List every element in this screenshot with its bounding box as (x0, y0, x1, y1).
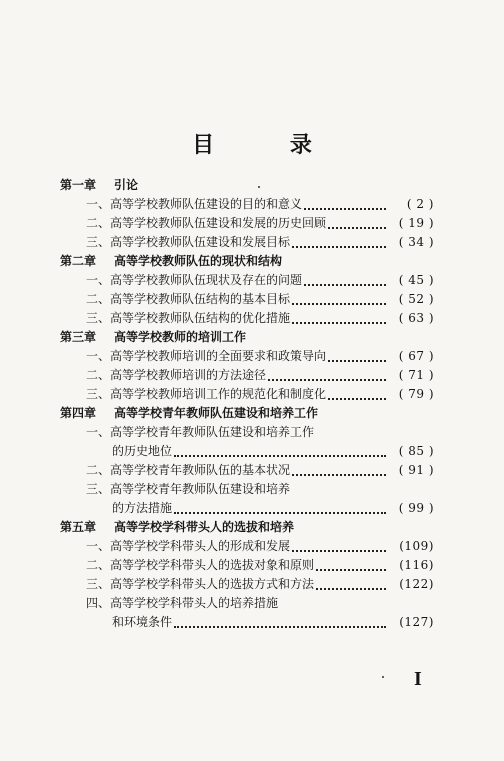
entry-index: 一、 (85, 197, 110, 211)
entry-page: ( 71 ) (398, 368, 434, 382)
entry-text: 高等学校学科带头人的形成和发展 (110, 539, 291, 553)
dot-leader (292, 302, 386, 305)
dot-leader (328, 397, 386, 400)
print-speck (258, 186, 260, 188)
entry-index: 四、 (85, 596, 110, 610)
entry-index: 一、 (85, 273, 110, 287)
entry-index: 三、 (85, 235, 110, 249)
page-folio: I (414, 668, 422, 690)
chapter-heading (60, 252, 434, 271)
dot-leader (316, 568, 386, 571)
toc-entry (60, 385, 434, 404)
entry-text: 高等学校教师培训的方法途径 (110, 368, 267, 382)
toc-entry (60, 271, 434, 290)
dot-leader (268, 378, 386, 381)
chapter-heading (60, 518, 434, 537)
toc-entry (60, 195, 434, 214)
toc-entry-continuation (60, 613, 434, 632)
toc-entry (60, 480, 434, 499)
toc-entry (60, 233, 434, 252)
entry-text: 高等学校教师培训的全面要求和政策导向 (110, 349, 327, 363)
entry-text-continued: 的方法措施 (112, 501, 173, 515)
toc-entry (60, 214, 434, 233)
entry-page: ( 2 ) (406, 197, 434, 211)
entry-page: ( 63 ) (398, 311, 434, 325)
dot-leader (292, 549, 386, 552)
entry-page: (109) (399, 539, 434, 553)
entry-index: 三、 (85, 387, 110, 401)
entry-page: ( 34 ) (398, 235, 434, 249)
chapter-number: 第三章 (60, 330, 97, 344)
page-title: 目 录 (192, 132, 346, 158)
entry-text: 高等学校教师队伍现状及存在的问题 (110, 273, 303, 287)
toc-entry (60, 537, 434, 556)
chapter-title: 高等学校教师队伍的现状和结构 (114, 254, 283, 268)
toc-entry (60, 347, 434, 366)
entry-text: 高等学校教师队伍结构的基本目标 (110, 292, 291, 306)
entry-text: 高等学校学科带头人的选拔方式和方法 (110, 577, 315, 591)
entry-text: 高等学校教师队伍建设和发展的历史回顾 (110, 216, 327, 230)
entry-text: 高等学校学科带头人的选拔对象和原则 (110, 558, 315, 572)
entry-text-continued: 的历史地位 (112, 444, 173, 458)
toc-entry-continuation (60, 499, 434, 518)
chapter-heading (60, 328, 434, 347)
entry-index: 二、 (85, 368, 110, 382)
dot-leader (292, 321, 386, 324)
entry-index: 三、 (85, 311, 110, 325)
entry-page: ( 99 ) (398, 501, 434, 515)
chapter-title: 高等学校学科带头人的选拔和培养 (114, 520, 295, 534)
entry-page: ( 67 ) (398, 349, 434, 363)
entry-page: ( 45 ) (398, 273, 434, 287)
toc-entry (60, 423, 434, 442)
dot-leader (304, 283, 386, 286)
print-speck (382, 676, 384, 678)
toc-entry (60, 290, 434, 309)
entry-page: ( 19 ) (398, 216, 434, 230)
entry-index: 一、 (85, 425, 110, 439)
entry-index: 二、 (85, 463, 110, 477)
chapter-number: 第四章 (60, 406, 97, 420)
dot-leader (316, 587, 386, 590)
dot-leader (328, 226, 386, 229)
chapter-number: 第二章 (60, 254, 97, 268)
chapter-number: 第五章 (60, 520, 97, 534)
entry-page: (127) (399, 615, 434, 629)
toc-entry-continuation (60, 442, 434, 461)
entry-text: 高等学校青年教师队伍建设和培养 (110, 482, 291, 496)
entry-index: 二、 (85, 216, 110, 230)
dot-leader (292, 473, 386, 476)
chapter-heading (60, 176, 434, 195)
chapter-title: 引论 (114, 178, 139, 192)
entry-index: 一、 (85, 539, 110, 553)
entry-text: 高等学校学科带头人的培养措施 (110, 596, 279, 610)
entry-index: 二、 (85, 558, 110, 572)
dot-leader (304, 207, 386, 210)
entry-page: (122) (399, 577, 434, 591)
entry-index: 一、 (85, 349, 110, 363)
toc-entry (60, 366, 434, 385)
dot-leader (174, 625, 386, 628)
toc-entry (60, 575, 434, 594)
toc-entry (60, 556, 434, 575)
entry-page: ( 52 ) (398, 292, 434, 306)
dot-leader (292, 245, 386, 248)
entry-page: ( 79 ) (398, 387, 434, 401)
entry-text: 高等学校青年教师队伍建设和培养工作 (110, 425, 315, 439)
entry-page: (116) (399, 558, 434, 572)
entry-text: 高等学校青年教师队伍的基本状况 (110, 463, 291, 477)
entry-index: 三、 (85, 577, 110, 591)
entry-page: ( 85 ) (398, 444, 434, 458)
entry-text: 高等学校教师队伍建设的目的和意义 (110, 197, 303, 211)
entry-text: 高等学校教师培训工作的规范化和制度化 (110, 387, 327, 401)
toc-entry (60, 461, 434, 480)
dot-leader (174, 511, 386, 514)
toc-entry (60, 594, 434, 613)
chapter-title: 高等学校青年教师队伍建设和培养工作 (114, 406, 319, 420)
chapter-heading (60, 404, 434, 423)
entry-page: ( 91 ) (398, 463, 434, 477)
dot-leader (328, 359, 386, 362)
entry-text: 高等学校教师队伍结构的优化措施 (110, 311, 291, 325)
table-of-contents (60, 176, 434, 632)
chapter-title: 高等学校教师的培训工作 (114, 330, 247, 344)
entry-text-continued: 和环境条件 (112, 615, 173, 629)
dot-leader (174, 454, 386, 457)
chapter-number: 第一章 (60, 178, 97, 192)
entry-text: 高等学校教师队伍建设和发展目标 (110, 235, 291, 249)
entry-index: 二、 (85, 292, 110, 306)
entry-index: 三、 (85, 482, 110, 496)
toc-entry (60, 309, 434, 328)
